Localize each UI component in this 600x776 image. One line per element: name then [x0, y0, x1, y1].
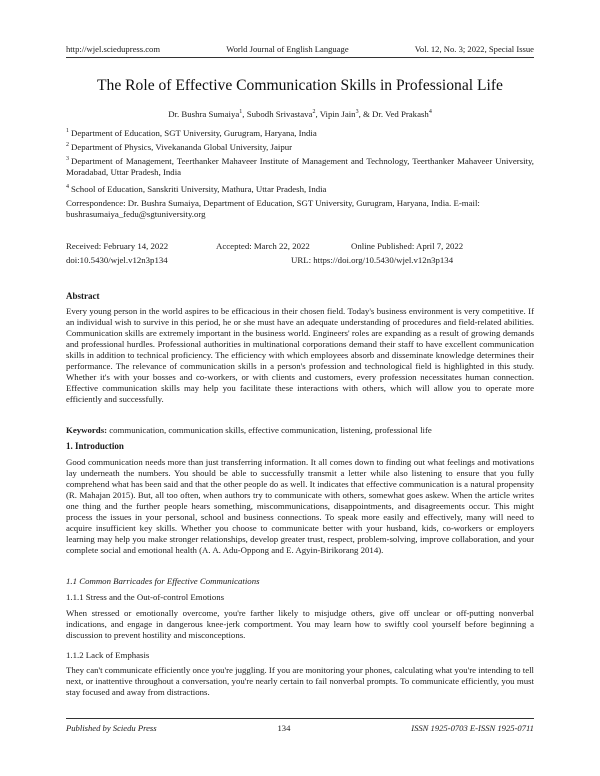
author-4: Dr. Ved Prakash	[372, 109, 429, 119]
introduction-heading: 1. Introduction	[66, 441, 124, 451]
author-2-sup: 2	[312, 109, 316, 116]
affiliation-1-text: Department of Education, SGT University, Gurugram, Haryana, India	[71, 128, 317, 138]
affiliation-4-sup: 4	[66, 184, 69, 190]
keywords-label: Keywords:	[66, 425, 108, 435]
subsubsection-1-1-2-text: They can't communicate efficiently once you're juggling. If you are monitoring your phones, calculating what you're intending to tell next, or inattentive throughout a conversation, you're nearly certain to fail nonverbal prompts. To communicate efficiently, you must stay focused and away from distractions.	[66, 665, 534, 697]
doi: doi:10.5430/wjel.v12n3p134	[66, 255, 168, 265]
accepted-date: Accepted: March 22, 2022	[216, 241, 310, 251]
affiliation-4	[66, 182, 534, 195]
received-date: Received: February 14, 2022	[66, 241, 169, 251]
author-1: Dr. Bushra Sumaiya	[168, 109, 240, 119]
author-3: Vipin Jain	[319, 109, 356, 119]
author-list: Dr. Bushra Sumaiya$^1$, Subodh Srivastava$^2$, Vipin Jain$^3$, & Dr. Ved Prakash$^4$	[168, 109, 432, 119]
volume-info: Vol. 12, No. 3; 2022, Special Issue	[414, 44, 534, 54]
correspondence: Correspondence: Dr. Bushra Sumaiya, Department of Education, SGT University, Gurugram, Haryana, India. E-mail: bushrasumaiya_fedu@sgtuniversity.org	[66, 198, 480, 219]
affiliation-1	[66, 126, 534, 139]
paper-title: The Role of Effective Communication Skills in Professional Life	[97, 77, 503, 94]
page-number: 134	[277, 723, 291, 733]
issn: ISSN 1925-0703 E-ISSN 1925-0711	[411, 723, 534, 733]
journal-name: World Journal of English Language	[226, 44, 349, 54]
author-3-sup: 3	[355, 109, 359, 116]
published-date: Online Published: April 7, 2022	[351, 241, 464, 251]
affiliation-3-text: Department of Management, Teerthanker Mahaveer Institute of Management and Technology, Teerthanker Mahaveer University, Moradabad, Uttar Pradesh, India	[66, 156, 534, 177]
abstract-text: Every young person in the world aspires to be efficacious in their chosen field. Today's business environment is very competitive. If an individual wish to survive in this period, he or she must have an adequate understanding of procedures and field-related abilities. Communication skills are extremely important in the business world. Engineers' roles are expanding as a result of growing demands and professional hurdles. Professional authorities in multinational corporations demand their staff to have excellent communication skills in addition to technical proficiency. The efficiency with which employees absorb and disseminate knowledge determines their performance. The relevance of communication skills in a person's profession and technological field is highlighted in this study. Whether it's with your bosses and co-workers, or with clients and customers, every profession necessitates human connection. Effective communication skills may help you facilitate these interactions with others, which will allow you to operate more efficiently and successfully.	[66, 306, 534, 404]
affiliation-2-sup: 2	[66, 142, 69, 148]
publisher: Published by Sciedu Press	[66, 723, 157, 733]
author-1-sup: 1	[239, 109, 243, 116]
subsubsection-1-1-1-heading: 1.1.1 Stress and the Out-of-control Emotions	[66, 592, 225, 602]
affiliation-3-sup: 3	[66, 156, 69, 162]
subsubsection-1-1-1-text: When stressed or emotionally overcome, you're farther likely to misjudge others, give off unclear or off-putting nonverbal indications, and engage in dangerous knee-jerk comportment. You may learn how to swiftly cool yourself before beginning a discussion to prevent hostility and misconceptions.	[66, 608, 534, 640]
author-4-sup: 4	[428, 109, 432, 116]
affiliation-1-sup: 1	[66, 128, 69, 134]
journal-url[interactable]: http://wjel.sciedupress.com	[66, 44, 161, 54]
affiliation-4-text: School of Education, Sanskriti University, Mathura, Uttar Pradesh, India	[71, 184, 327, 194]
subsubsection-1-1-2-heading: 1.1.2 Lack of Emphasis	[66, 650, 150, 660]
introduction-text: Good communication needs more than just transferring information. It all comes down to finding out what feelings and motivations lay underneath the numbers. You should be able to successfully transmit a letter while also listening to ensure that you fully comprehend what has been said and that the other people do as well. It indicates that effective communication is a natural propensity (R. Mahajan 2015). But, all too often, when authors try to communicate with others, somewhat goes askew. When the article writes one thing and the further people hears something, miscommunications, disappointments, and disagreements occur. This might process the issues in your personal, school and business connections. To speak more easily and effectively, many will need to acquire insufficient key skills. Whether you choose to communicate better with your husband, kids, co-workers or employers learning may help you make stronger relationships, develop greater trust, respect, problem-solving, improve collaboration, and your complete social and emotional health (A. A. Adu-Oppong and E. Agyin-Birikorang 2014).	[66, 457, 534, 555]
keywords	[66, 425, 534, 436]
page-footer	[66, 718, 534, 733]
abstract-heading: Abstract	[66, 291, 100, 301]
running-header	[66, 44, 534, 58]
dates-row	[66, 241, 534, 266]
doi-url[interactable]: URL: https://doi.org/10.5430/wjel.v12n3p134	[291, 255, 454, 265]
affiliation-2-text: Department of Physics, Vivekananda Global University, Jaipur	[71, 142, 293, 152]
subsection-heading: 1.1 Common Barricades for Effective Communications	[66, 576, 260, 586]
affiliation-3	[66, 154, 534, 178]
affiliation-2	[66, 140, 534, 153]
keywords-text: communication, communication skills, effective communication, listening, professional life	[109, 425, 432, 435]
author-2: Subodh Srivastava	[246, 109, 313, 119]
